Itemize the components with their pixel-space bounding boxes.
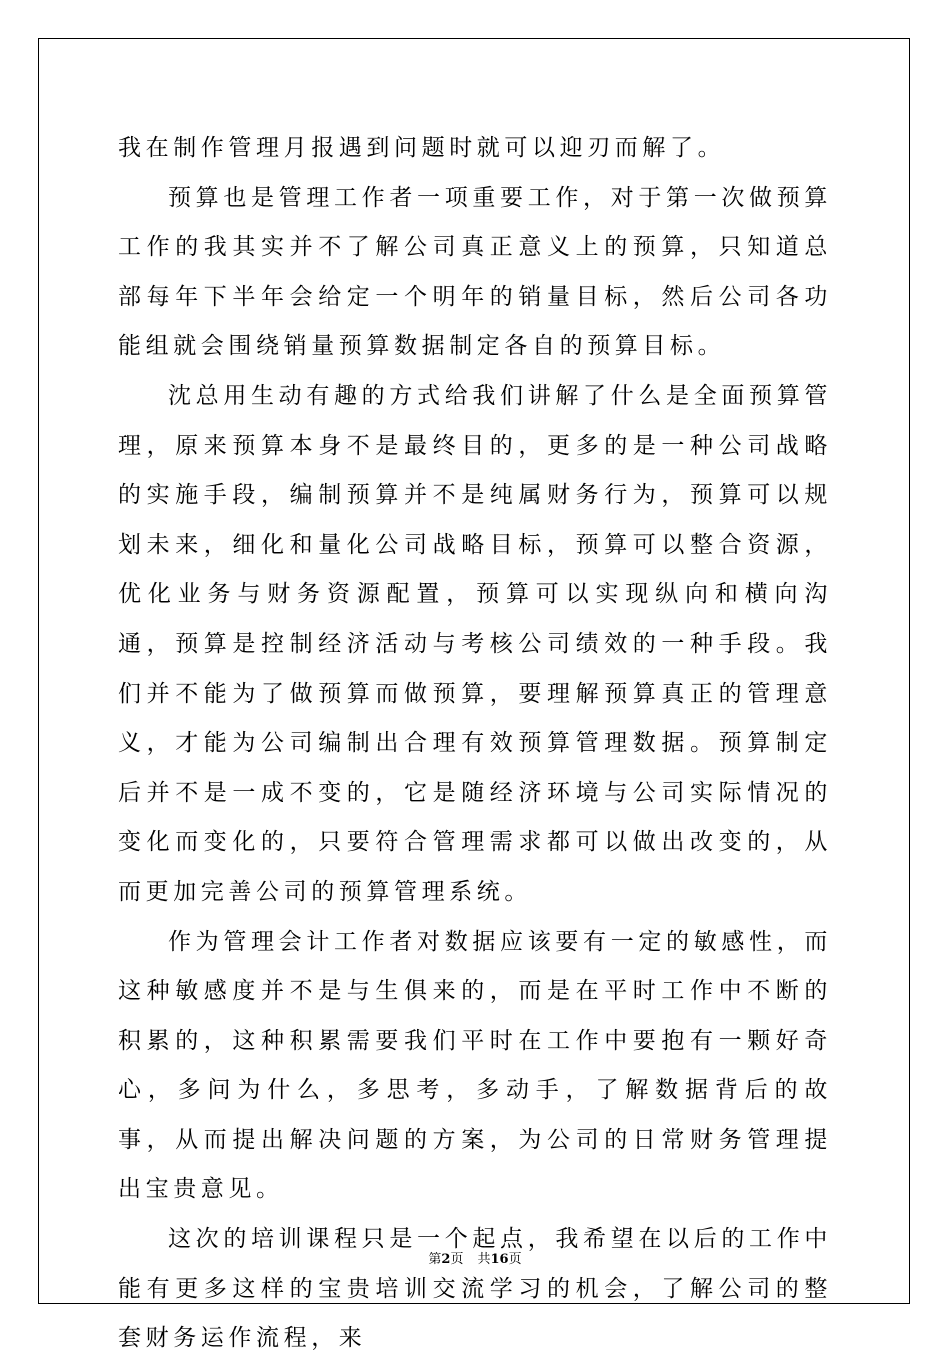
paragraph-1: 我在制作管理月报遇到问题时就可以迎刃而解了。 <box>118 135 726 161</box>
total-suffix: 页 <box>508 1252 522 1267</box>
page-prefix: 第 <box>428 1252 442 1267</box>
total-pages: 16 <box>490 1252 509 1267</box>
paragraph-3: 沈总用生动有趣的方式给我们讲解了什么是全面预算管理，原来预算本身不是最终目的，更多的是一种公司战略的实施手段，编制预算并不是纯属财务行为，预算可以规划未来，细化和量化公司战略目标，预算可以整合资源，优化业务与财务资源配置，预算可以实现纵向和横向沟通，预算是控制经济活动与考核公司绩效的一种手段。我们并不能为了做预算而做预算，要理解预算真正的管理意义，才能为公司编制出合理有效预算管理数据。预算制定后并不是一成不变的，它是随经济环境与公司实际情况的变化而变化的，只要符合管理需求都可以做出改变的，从而更加完善公司的预算管理系统。 <box>118 382 832 905</box>
page-number: 2 <box>441 1252 451 1267</box>
total-prefix: 共 <box>477 1252 491 1267</box>
page-suffix: 页 <box>450 1252 464 1267</box>
paragraph-5: 这次的培训课程只是一个起点，我希望在以后的工作中能有更多这样的宝贵培训交流学习的机会，了解公司的整套财务运作流程，来 <box>118 1226 832 1352</box>
paragraph-4: 作为管理会计工作者对数据应该要有一定的敏感性，而这种敏感度并不是与生俱来的，而是在平时工作中不断的积累的，这种积累需要我们平时在工作中要抱有一颗好奇心，多问为什么，多思考，多动手，了解数据背后的故事，从而提出解决问题的方案，为公司的日常财务管理提出宝贵意见。 <box>118 928 832 1203</box>
page-footer <box>0 1248 950 1267</box>
paragraph-2: 预算也是管理工作者一项重要工作，对于第一次做预算工作的我其实并不了解公司真正意义上的预算，只知道总部每年下半年会给定一个明年的销量目标，然后公司各功能组就会围绕销量预算数据制定各自的预算目标。 <box>118 184 832 360</box>
document-body <box>118 124 832 1364</box>
